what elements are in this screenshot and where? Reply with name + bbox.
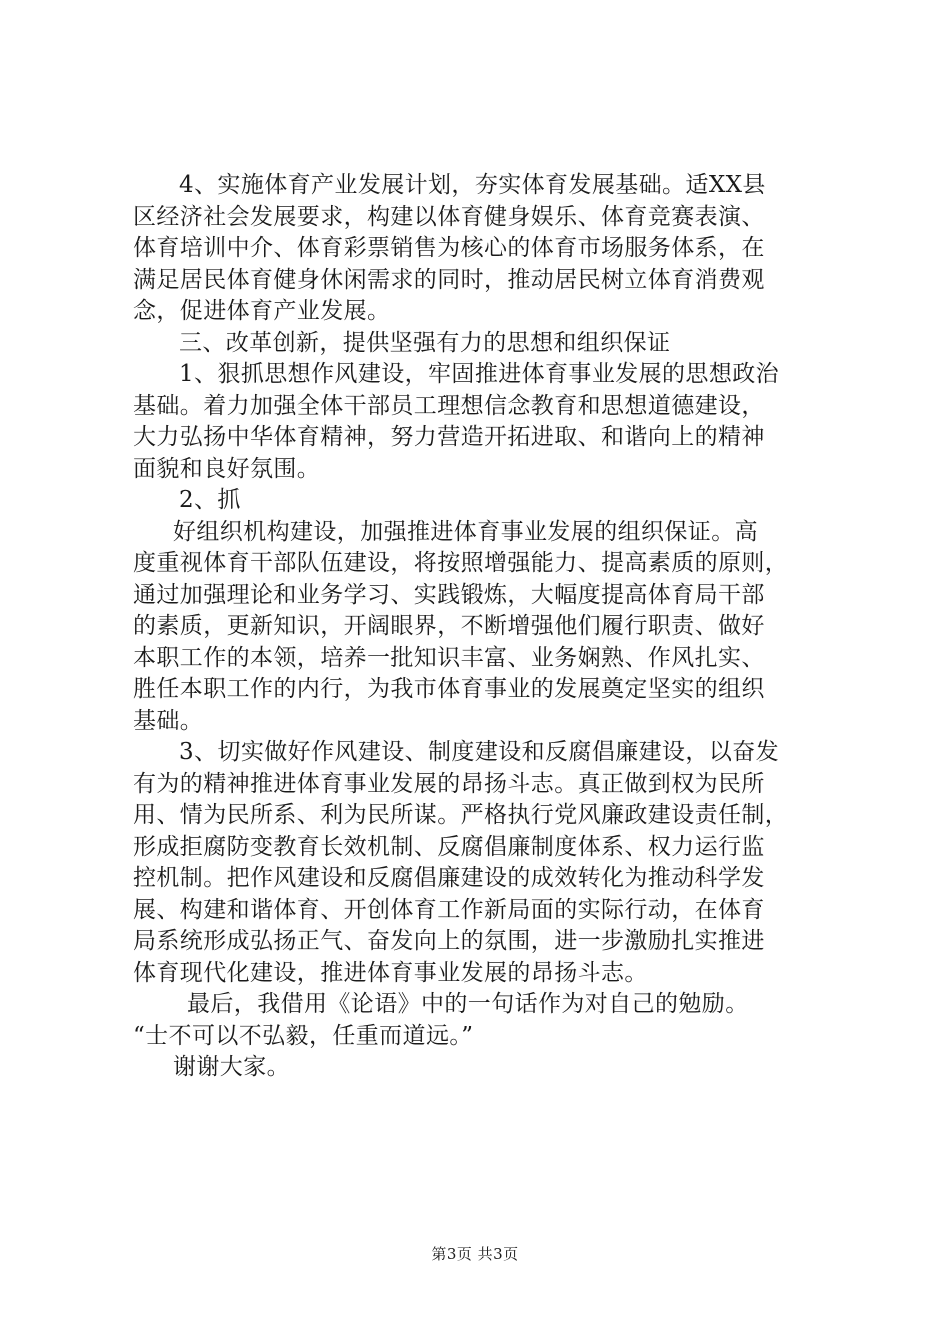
paragraph-line: 满足居民体育健身休闲需求的同时，推动居民树立体育消费观 — [133, 266, 765, 293]
paragraph-line: 用、情为民所系、利为民所谋。严格执行党风廉政建设责任制， — [133, 802, 789, 828]
paragraph-line: 的素质，更新知识，开阔眼界，不断增强他们履行职责、做好 — [133, 613, 765, 639]
paragraph-line: 4、实施体育产业发展计划，夯实体育发展基础。适XX县 — [179, 172, 766, 198]
paragraph-line: 控机制。把作风建设和反腐倡廉建设的成效转化为推动科学发 — [133, 865, 765, 891]
page-number-footer: 第3页 共3页 — [431, 1245, 519, 1263]
paragraph-line: 好组织机构建设，加强推进体育事业发展的组织保证。高 — [173, 518, 758, 545]
quote-line: “士不可以不弘毅，任重而道远。” — [133, 1022, 474, 1049]
paragraph-line: 通过加强理论和业务学习、实践锻炼，大幅度提高体育局干部 — [133, 581, 765, 608]
closing-thanks: 谢谢大家。 — [173, 1054, 290, 1080]
paragraph-line: 1、狠抓思想作风建设，牢固推进体育事业发展的思想政治 — [179, 361, 780, 387]
paragraph-line: 体育培训中介、体育彩票销售为核心的体育市场服务体系，在 — [133, 235, 765, 261]
paragraph-line: 形成拒腐防变教育长效机制、反腐倡廉制度体系、权力运行监 — [133, 833, 765, 860]
paragraph-line: 有为的精神推进体育事业发展的昂扬斗志。真正做到权为民所 — [133, 770, 765, 797]
paragraph-line: 基础。着力加强全体干部员工理想信念教育和思想道德建设， — [133, 392, 765, 419]
paragraph-line: 本职工作的本领，培养一批知识丰富、业务娴熟、作风扎实、 — [133, 644, 765, 671]
paragraph-line: 胜任本职工作的内行，为我市体育事业的发展奠定坚实的组织 — [133, 676, 765, 702]
paragraph-line: 体育现代化建设，推进体育事业发展的昂扬斗志。 — [133, 959, 648, 986]
paragraph-line: 局系统形成弘扬正气、奋发向上的氛围，进一步激励扎实推进 — [133, 928, 765, 954]
section-heading: 三、改革创新，提供坚强有力的思想和组织保证 — [179, 329, 671, 356]
paragraph-line: 区经济社会发展要求，构建以体育健身娱乐、体育竞赛表演、 — [133, 203, 765, 230]
paragraph-line: 度重视体育干部队伍建设，将按照增强能力、提高素质的原则， — [133, 550, 789, 576]
paragraph-line: 大力弘扬中华体育精神，努力营造开拓进取、和谐向上的精神 — [133, 424, 765, 450]
paragraph-line: 基础。 — [133, 707, 204, 734]
paragraph-line: 面貌和良好氛围。 — [133, 455, 321, 482]
document-body — [133, 170, 833, 1084]
paragraph-line: 展、构建和谐体育、开创体育工作新局面的实际行动，在体育 — [133, 896, 765, 923]
paragraph-line: 3、切实做好作风建设、制度建设和反腐倡廉建设，以奋发 — [179, 739, 780, 765]
paragraph-line: 念，促进体育产业发展。 — [133, 298, 391, 324]
paragraph-line: 2、抓 — [179, 487, 241, 513]
closing-line: 最后，我借用《论语》中的一句话作为对自己的勉励。 — [187, 991, 749, 1017]
